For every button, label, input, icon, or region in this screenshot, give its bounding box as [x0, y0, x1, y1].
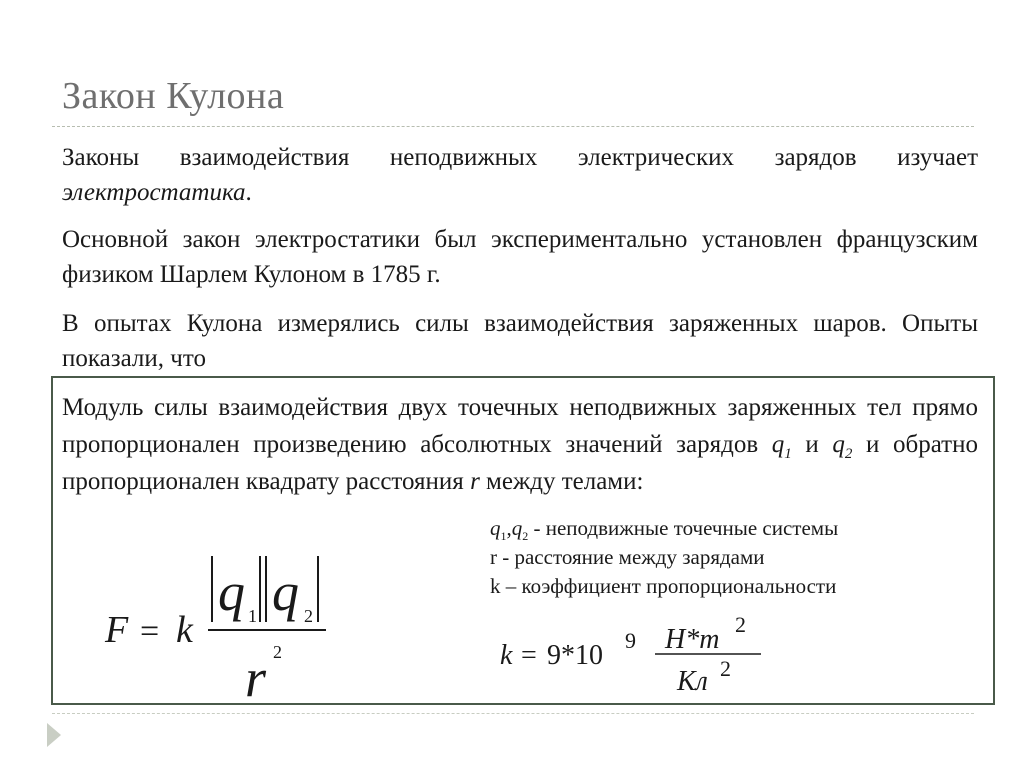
k-symbol: k — [500, 640, 513, 671]
formula-q2-sub: 2 — [304, 606, 313, 626]
k-equals: = — [521, 640, 537, 671]
legend-distance: r - расстояние между зарядами — [490, 545, 765, 569]
legend-q2: q — [511, 516, 523, 540]
charge-q1 — [771, 431, 792, 462]
variables-legend — [490, 514, 838, 601]
charge-q2-letter: q — [832, 431, 845, 458]
formula-equals: = — [140, 613, 160, 650]
coefficient-formula — [495, 610, 775, 705]
charge-q2 — [832, 431, 853, 462]
formula-r-exponent: 2 — [273, 642, 282, 662]
definition-and: и — [791, 431, 833, 458]
formula-r: r — [245, 648, 267, 708]
formula-q2: q — [272, 562, 299, 622]
formula-F: F — [105, 609, 129, 651]
k-coefficient: 9*10 — [547, 640, 603, 671]
formula-q1-sub: 1 — [248, 606, 257, 626]
term-electrostatics: электростатика — [62, 179, 246, 206]
definition-part-3: между телами: — [479, 468, 644, 495]
formula-k: k — [176, 609, 193, 651]
legend-charges — [490, 514, 838, 543]
definition-part-2: и обратно пропорционален квадрату расстояния — [62, 431, 978, 495]
legend-q1: q — [490, 516, 501, 540]
slide-nav-arrow-icon[interactable] — [47, 723, 61, 747]
charge-q2-subscript: 2 — [844, 446, 853, 462]
charge-q1-subscript: 1 — [784, 446, 792, 462]
formula-q1: q — [218, 562, 245, 622]
legend-comma: , — [506, 516, 512, 540]
charge-q1-letter: q — [771, 431, 785, 458]
definition-part-1: Модуль силы взаимодействия двух точечных неподвижных заряженных тел прямо пропорционален произведению абсолютных значений зарядов — [62, 394, 978, 458]
distance-r: r — [470, 468, 480, 495]
legend-q2-sub: 2 — [522, 529, 529, 544]
legend-coefficient: k – коэффициент пропорциональности — [490, 574, 837, 598]
legend-q1-sub: 1 — [500, 529, 507, 544]
coulomb-formula — [100, 548, 340, 708]
footer-divider — [52, 713, 974, 714]
k-power: 9 — [625, 628, 636, 653]
paragraph-1-text: Законы взаимодействия неподвижных электрических зарядов изучает — [62, 144, 978, 171]
definition-text — [62, 389, 978, 500]
slide-title: Закон Кулона — [62, 75, 285, 117]
k-denominator: Кл — [677, 666, 708, 697]
title-divider — [52, 126, 974, 127]
legend-charges-text: - неподвижные точечные системы — [528, 516, 839, 540]
paragraph-coulomb-history: Основной закон электростатики был экспериментально установлен французским физиком Шарлем Кулоном в 1785 г. — [62, 226, 978, 288]
paragraph-electrostatics — [62, 140, 978, 210]
k-numerator: Н*m — [665, 624, 720, 655]
paragraph-experiments: В опытах Кулона измерялись силы взаимодействия заряженных шаров. Опыты показали, что — [62, 310, 978, 372]
k-numerator-exp: 2 — [735, 612, 746, 637]
k-denominator-exp: 2 — [720, 656, 731, 681]
paragraph-1-end: . — [245, 179, 252, 206]
